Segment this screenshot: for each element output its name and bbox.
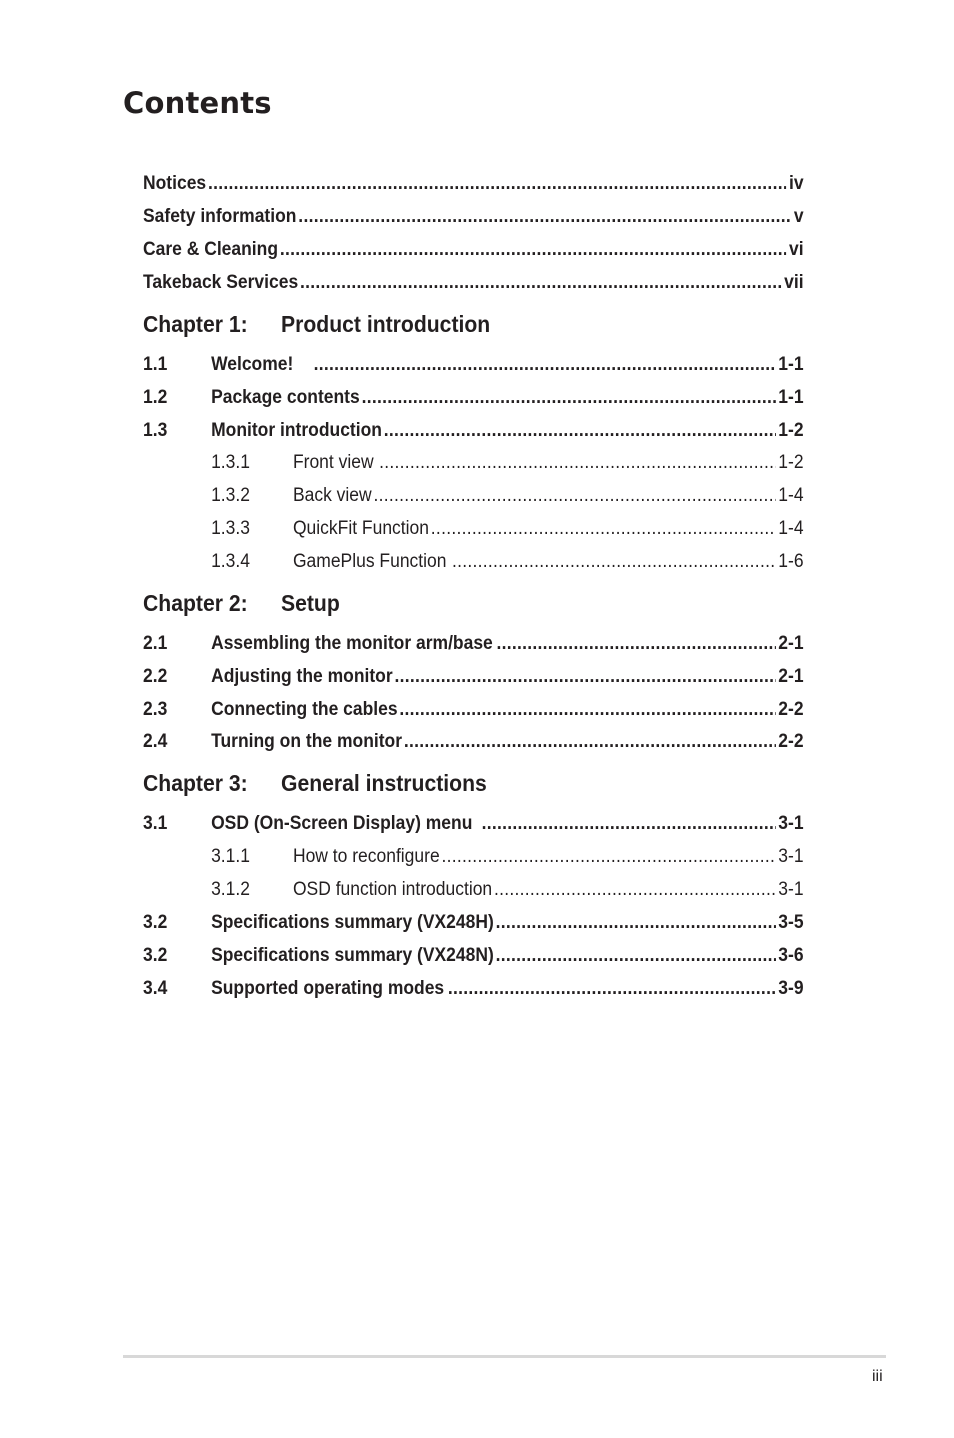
toc-entry-care-cleaning[interactable]: [143, 239, 804, 263]
leader-dots: [379, 452, 775, 474]
toc-entry-notices[interactable]: [143, 173, 804, 197]
toc-entry-page: vi: [788, 239, 804, 260]
section-number: 3.1.1: [211, 846, 250, 867]
section-number: 3.1: [143, 813, 168, 834]
toc-entry[interactable]: [143, 633, 804, 657]
section-number: 1.2: [143, 387, 168, 408]
toc-entry-page: 2-1: [778, 633, 804, 654]
section-number: 1.3.1: [211, 452, 250, 473]
section-number: 3.2: [143, 945, 168, 966]
toc-entry-label: Specifications summary (VX248H): [211, 912, 494, 933]
toc-entry-page: 1-4: [778, 485, 804, 506]
page-number: iii: [872, 1368, 883, 1385]
toc-entry[interactable]: [143, 731, 804, 755]
leader-dots: [280, 239, 786, 261]
toc-entry-page: iv: [788, 173, 804, 194]
toc-subentry[interactable]: [143, 452, 804, 476]
leader-dots: [452, 551, 776, 573]
chapter-title: Product introduction: [281, 311, 491, 337]
leader-dots: [496, 945, 776, 967]
toc-entry-page: 2-2: [778, 699, 804, 720]
toc-entry[interactable]: [143, 387, 804, 411]
toc-entry-page: 3-5: [778, 912, 804, 933]
toc-entry-label: Specifications summary (VX248N): [211, 945, 494, 966]
leader-dots: [404, 731, 776, 753]
toc-entry-label: OSD (On-Screen Display) menu: [211, 813, 473, 834]
section-number: 1.3.3: [211, 518, 250, 539]
leader-dots: [496, 912, 776, 934]
toc-entry-page: 1-2: [778, 420, 804, 441]
section-number: 1.3.2: [211, 485, 250, 506]
toc-subentry[interactable]: [143, 879, 804, 903]
toc-entry-label: Front view: [292, 452, 374, 473]
toc-entry-label: Turning on the monitor: [211, 731, 403, 752]
toc-entry-label: Safety information: [143, 206, 297, 227]
leader-dots: [431, 518, 776, 540]
toc-entry[interactable]: [143, 666, 804, 690]
toc-entry-page: 1-1: [778, 354, 804, 375]
toc-entry-page: v: [793, 206, 804, 227]
toc-entry-page: 3-9: [778, 978, 804, 999]
toc-entry[interactable]: [143, 420, 804, 444]
toc-entry[interactable]: [143, 912, 804, 936]
leader-dots: [399, 699, 775, 721]
toc-entry-page: 3-1: [778, 846, 804, 867]
toc-entry-page: 1-2: [778, 452, 804, 473]
chapter-3-heading[interactable]: [143, 770, 487, 800]
toc-subentry[interactable]: [143, 551, 804, 575]
toc-entry-page: 3-6: [778, 945, 804, 966]
leader-dots: [373, 485, 775, 507]
toc-entry-label: Notices: [143, 173, 207, 194]
toc-entry-label: GamePlus Function: [292, 551, 447, 572]
leader-dots: [300, 272, 781, 294]
section-number: 2.4: [143, 731, 168, 752]
section-number: 3.2: [143, 912, 168, 933]
toc-entry[interactable]: [143, 354, 804, 378]
toc-entry-page: 1-6: [778, 551, 804, 572]
leader-dots: [448, 978, 776, 1000]
toc-entry-label: Monitor introduction: [211, 420, 382, 441]
toc-entry-label: Welcome!: [211, 354, 294, 375]
leader-dots: [298, 206, 791, 228]
toc-subentry[interactable]: [143, 518, 804, 542]
chapter-2-heading[interactable]: [143, 590, 340, 620]
chapter-1-heading[interactable]: [143, 311, 490, 341]
chapter-number: Chapter 3:: [143, 770, 248, 796]
toc-entry-label: Takeback Services: [143, 272, 299, 293]
toc-entry-label: QuickFit Function: [292, 518, 429, 539]
leader-dots: [395, 666, 776, 688]
toc-entry-label: Supported operating modes: [211, 978, 445, 999]
toc-entry-label: Package contents: [211, 387, 360, 408]
leader-dots: [442, 846, 776, 868]
toc-entry-page: 1-1: [778, 387, 804, 408]
section-number: 1.3: [143, 420, 168, 441]
chapter-title: General instructions: [281, 770, 487, 796]
toc-entry[interactable]: [143, 978, 804, 1002]
toc-subentry[interactable]: [143, 485, 804, 509]
toc-entry-safety-information[interactable]: [143, 206, 804, 230]
toc-entry-label: Adjusting the monitor: [211, 666, 393, 687]
toc-entry-label: Assembling the monitor arm/base: [211, 633, 493, 654]
section-number: 2.2: [143, 666, 168, 687]
toc-entry-label: OSD function introduction: [292, 879, 493, 900]
toc-entry-label: Connecting the cables: [211, 699, 398, 720]
leader-dots: [494, 879, 776, 901]
section-number: 3.1.2: [211, 879, 250, 900]
toc-entry-page: vii: [784, 272, 804, 293]
toc-entry-page: 3-1: [778, 813, 804, 834]
toc-entry-page: 2-2: [778, 731, 804, 752]
toc-entry-takeback-services[interactable]: [143, 272, 804, 296]
section-number: 2.1: [143, 633, 168, 654]
toc-entry-label: Back view: [292, 485, 372, 506]
toc-entry[interactable]: [143, 813, 804, 837]
toc-entry-page: 1-4: [778, 518, 804, 539]
toc-entry-page: 2-1: [778, 666, 804, 687]
footer-divider: [123, 1355, 886, 1358]
toc-entry-page: 3-1: [778, 879, 804, 900]
toc-entry-label: How to reconfigure: [292, 846, 440, 867]
leader-dots: [314, 354, 776, 376]
leader-dots: [362, 387, 776, 409]
toc-entry[interactable]: [143, 699, 804, 723]
toc-subentry[interactable]: [143, 846, 804, 870]
leader-dots: [496, 633, 775, 655]
leader-dots: [384, 420, 776, 442]
section-number: 1.1: [143, 354, 168, 375]
section-number: 3.4: [143, 978, 168, 999]
toc-entry-label: Care & Cleaning: [143, 239, 279, 260]
page-title: Contents: [123, 86, 272, 120]
toc-entry[interactable]: [143, 945, 804, 969]
section-number: 2.3: [143, 699, 168, 720]
chapter-number: Chapter 1:: [143, 311, 248, 337]
chapter-number: Chapter 2:: [143, 590, 248, 616]
chapter-title: Setup: [281, 590, 340, 616]
leader-dots: [482, 813, 776, 835]
leader-dots: [208, 173, 786, 195]
section-number: 1.3.4: [211, 551, 250, 572]
